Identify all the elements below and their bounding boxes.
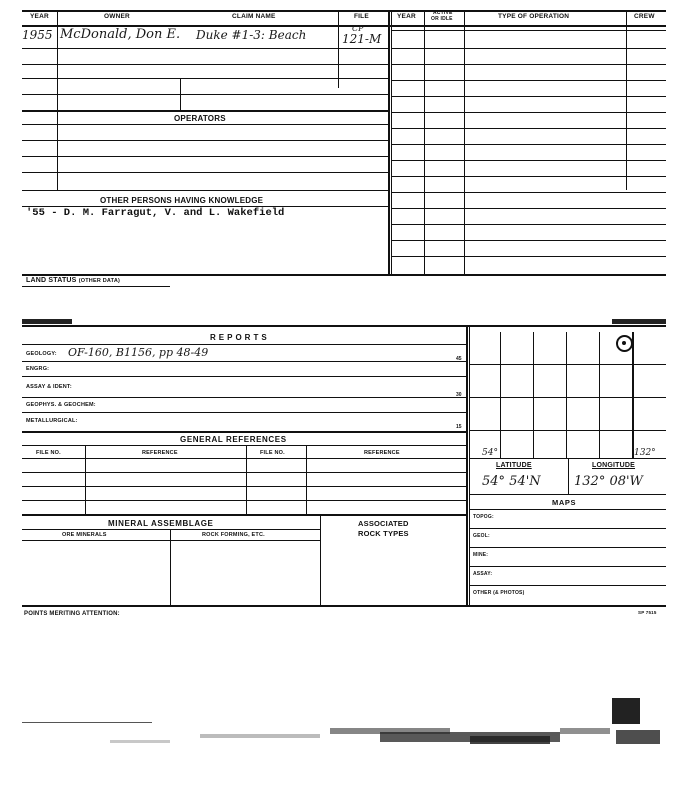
gr-col-reference-2: REFERENCE [364, 450, 400, 456]
header-claim-name: CLAIM NAME [232, 13, 276, 20]
header-owner: OWNER [104, 13, 130, 20]
assay-label: ASSAY & IDENT: [26, 384, 72, 390]
other-persons-label: OTHER PERSONS HAVING KNOWLEDGE [100, 196, 264, 205]
gr-col-file-no-2: FILE NO. [260, 450, 285, 456]
other-persons-entry: '55 - D. M. Farragut, V. and L. Wakefield [26, 207, 285, 219]
header-year: YEAR [30, 13, 49, 20]
land-status-sub: (OTHER DATA) [78, 278, 121, 284]
latitude-value: 54° 54'N [482, 474, 541, 489]
operators-label: OPERATORS [174, 114, 226, 123]
geophys-label: GEOPHYS. & GEOCHEM: [26, 402, 96, 408]
associated-label-2: ROCK TYPES [358, 529, 409, 538]
latitude-label: LATITUDE [496, 462, 532, 469]
engrg-label: ENGRG: [26, 366, 50, 372]
reports-num-30: 30 [456, 392, 462, 398]
geology-label: GEOLOGY: [26, 351, 57, 357]
header-active: ACTIVE [433, 10, 453, 16]
entry-claim-name: Duke #1-3: Beach [196, 28, 307, 42]
land-status-label [26, 277, 120, 284]
entry-file-top: CP [352, 24, 364, 33]
points-meriting-attention: POINTS MERITING ATTENTION: [24, 611, 120, 617]
maps-label: MAPS [552, 498, 577, 507]
header-crew: CREW [634, 13, 655, 20]
header-or-idle: OR IDLE [431, 16, 453, 22]
map-other-label: OTHER (& PHOTOS) [473, 590, 525, 596]
land-status-title: LAND STATUS [26, 277, 77, 284]
geology-value: OF-160, B1156, pp 48-49 [68, 346, 209, 359]
entry-owner: McDonald, Don E. [60, 27, 181, 42]
header-type-of-operation: TYPE OF OPERATION [498, 13, 570, 20]
claim-location-circle [616, 335, 633, 352]
header-file: FILE [354, 13, 369, 20]
associated-label-1: ASSOCIATED [358, 519, 409, 528]
map-corner-right: 132° [634, 448, 656, 458]
ore-minerals-label: ORE MINERALS [62, 532, 107, 538]
general-references-title: GENERAL REFERENCES [180, 435, 287, 444]
longitude-value: 132° 08'W [574, 474, 643, 489]
rock-forming-label: ROCK FORMING, ETC. [202, 532, 265, 538]
longitude-label: LONGITUDE [592, 462, 636, 469]
gr-col-reference-1: REFERENCE [142, 450, 178, 456]
map-assay-label: ASSAY: [473, 571, 493, 577]
metallurgical-label: METALLURGICAL: [26, 418, 78, 424]
entry-file: 121-M [342, 32, 382, 46]
reports-title: REPORTS [210, 333, 270, 342]
reports-num-15: 15 [456, 424, 462, 430]
map-mine-label: MINE: [473, 552, 489, 558]
gr-col-file-no-1: FILE NO. [36, 450, 61, 456]
map-geol-label: GEOL: [473, 533, 490, 539]
mineral-assemblage-title: MINERAL ASSEMBLAGE [108, 519, 214, 528]
header-year-2: YEAR [397, 13, 416, 20]
reports-num-45: 45 [456, 356, 462, 362]
map-topog-label: TOPOG: [473, 514, 494, 520]
map-corner-left: 54° [482, 448, 498, 458]
entry-year: 1955 [22, 28, 53, 42]
form-number: SP 7515 [638, 610, 657, 615]
